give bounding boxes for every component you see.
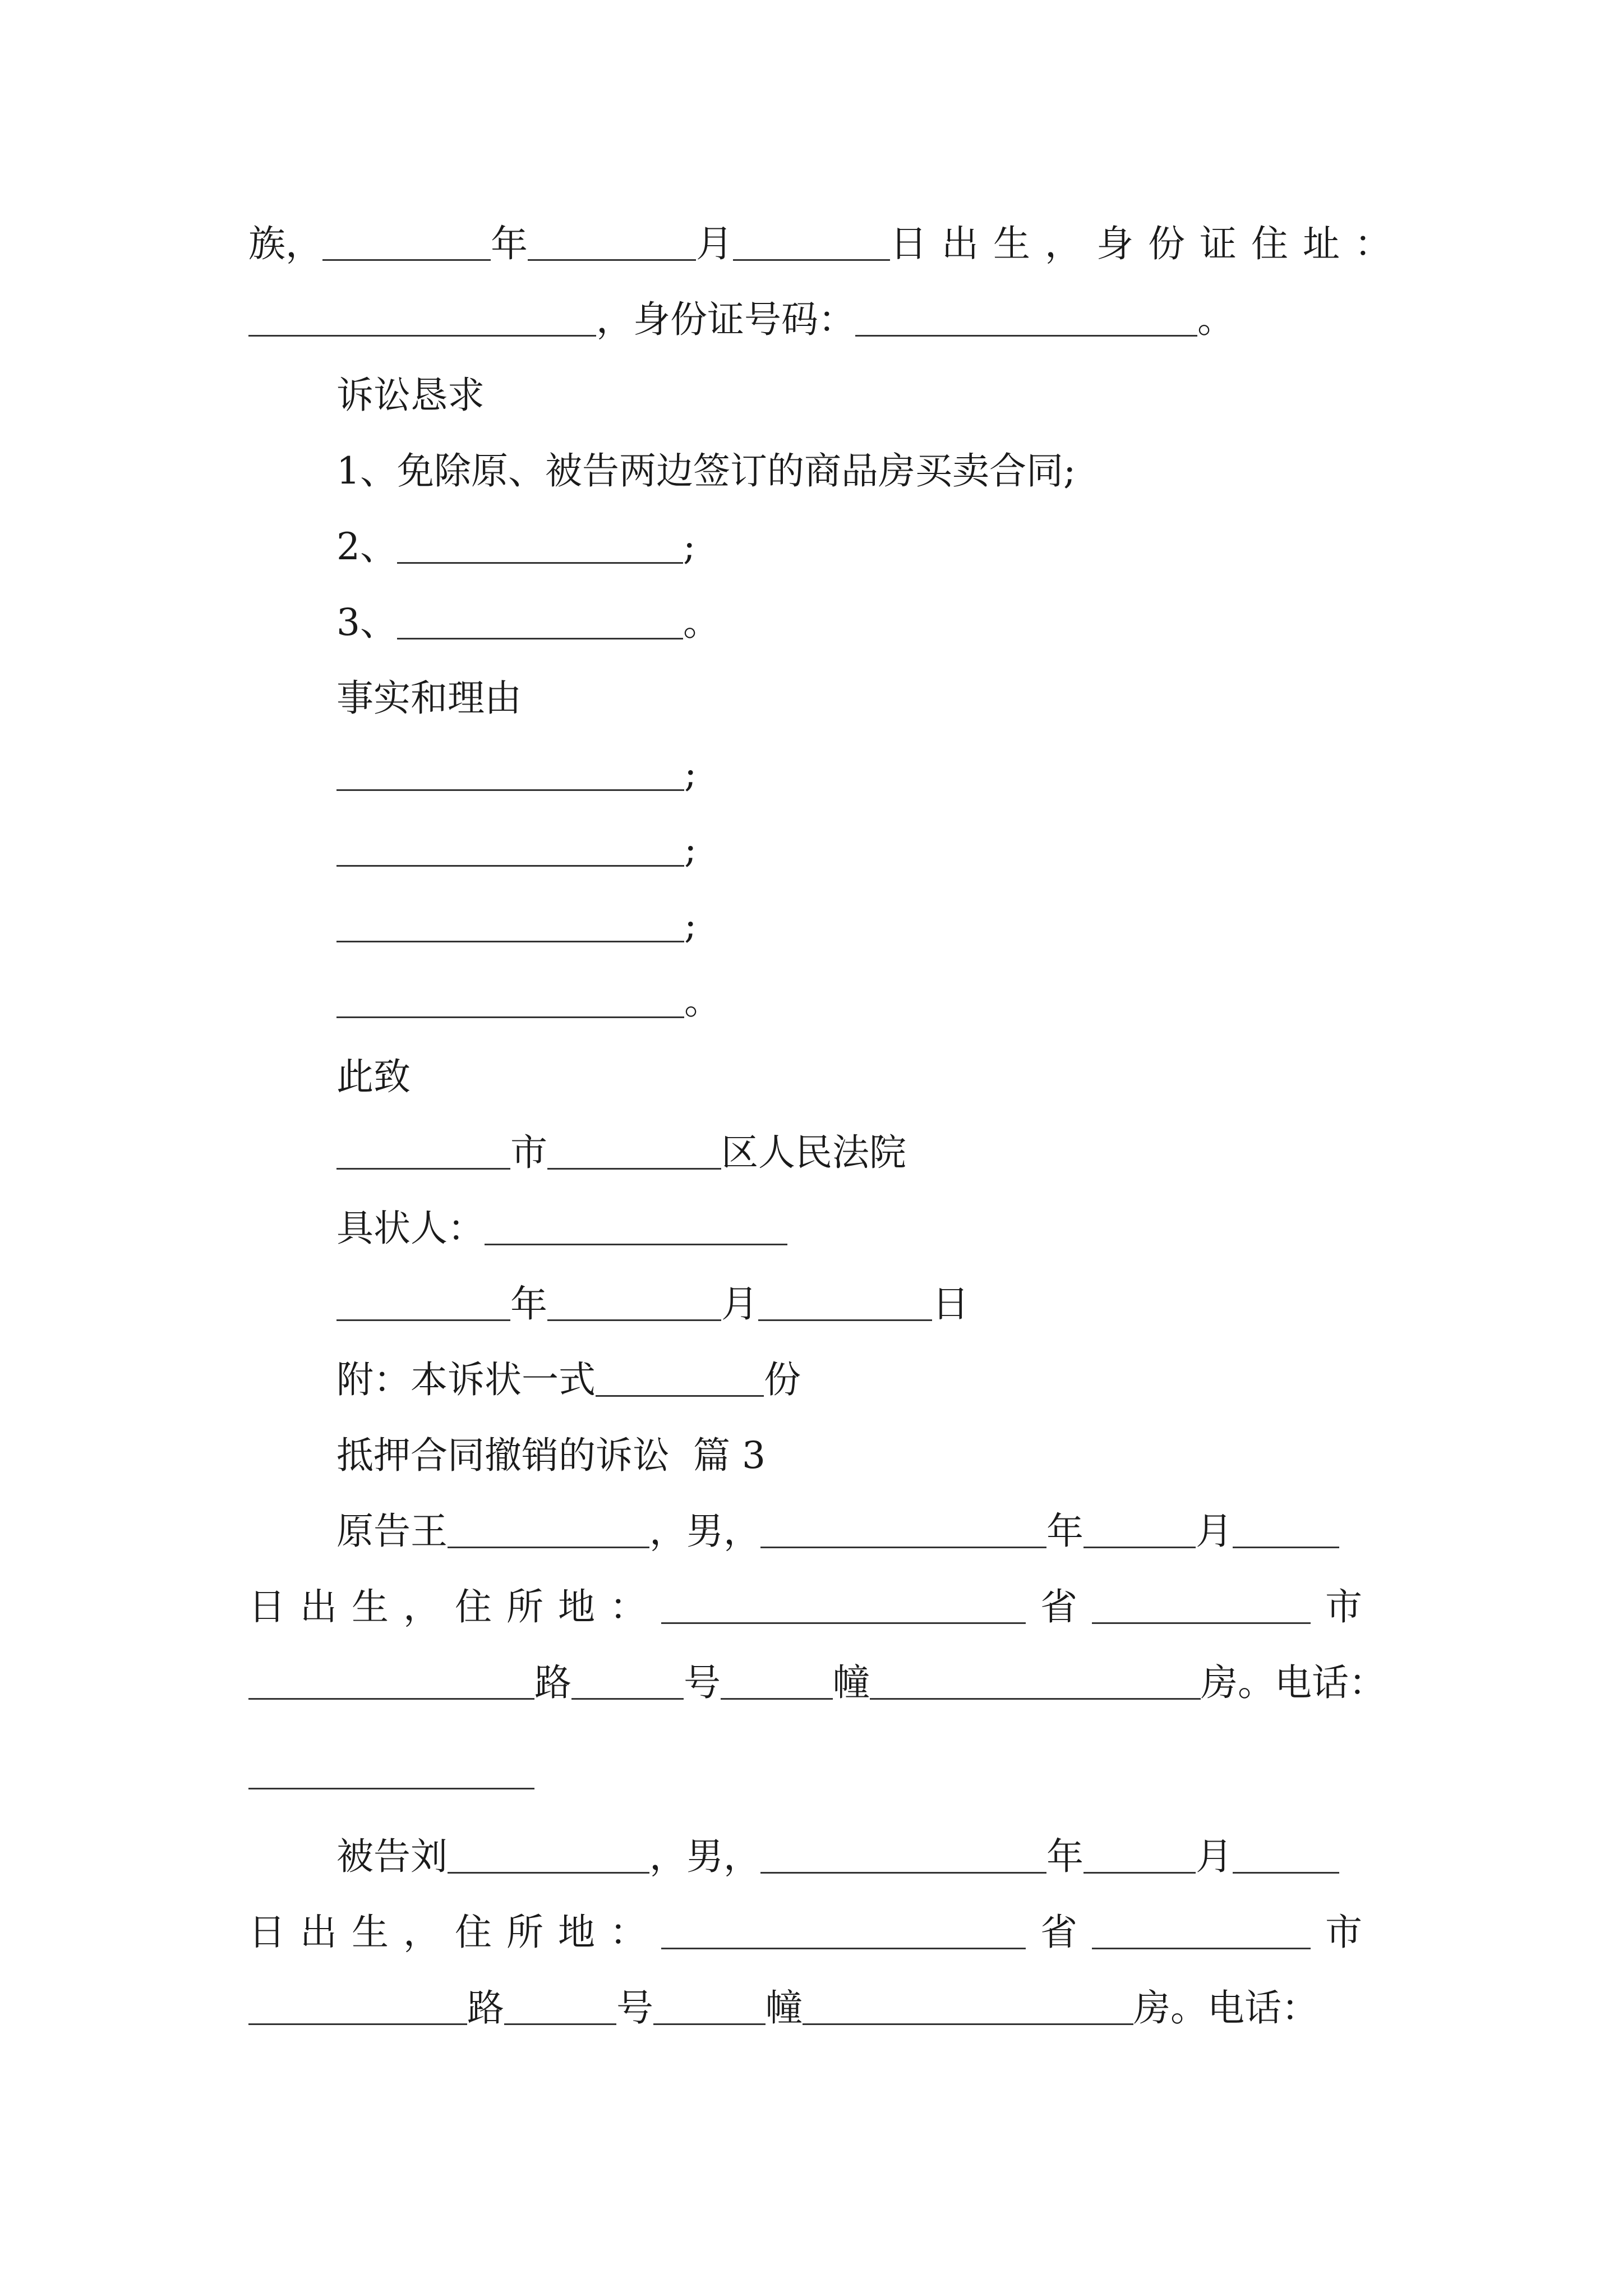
blank-plaintiff-address[interactable] <box>661 1589 1026 1624</box>
fact-line-2-end: ; <box>684 828 697 871</box>
blank-fact-4[interactable] <box>336 983 684 1018</box>
text-plaintiff: 原告王 <box>336 1510 448 1553</box>
claim-item-2-number: 2、 <box>336 525 397 568</box>
blank-plaintiff-province[interactable] <box>1092 1589 1311 1624</box>
text-defendant: 被告刘 <box>336 1835 448 1878</box>
section-title <box>0 1428 1623 1484</box>
plaintiff-birth-line <box>0 216 1623 272</box>
blank-defendant-road[interactable] <box>248 1990 467 2025</box>
blank-district[interactable] <box>547 1134 721 1170</box>
text-defendant-residence: 日出生，住所地： <box>248 1911 661 1954</box>
blank-id-address[interactable] <box>248 301 596 337</box>
text-city: 市 <box>510 1131 547 1174</box>
fact-line-4 <box>0 973 1623 1029</box>
fact-line-3 <box>0 898 1623 954</box>
blank-fact-1[interactable] <box>336 756 684 791</box>
fact-line-2 <box>0 822 1623 878</box>
court-line <box>0 1125 1623 1181</box>
text-court: 区人民法院 <box>721 1131 906 1174</box>
claim-item-2 <box>0 519 1623 575</box>
blank-defendant-year[interactable] <box>760 1838 1046 1874</box>
text-date-month: 月 <box>721 1282 758 1326</box>
claim-item-1-text: 1、免除原、被告两边签订的商品房买卖合同; <box>336 449 1076 493</box>
blank-plaintiff-name[interactable] <box>448 1513 649 1548</box>
blank-defendant-address[interactable] <box>661 1914 1026 1949</box>
text-plaintiff-month: 月 <box>1196 1510 1233 1553</box>
facts-heading <box>0 670 1623 726</box>
text-date-day: 日 <box>932 1282 969 1326</box>
text-year: 年 <box>491 222 528 265</box>
text-plaintiff-province: 省 <box>1040 1585 1077 1628</box>
blank-copies[interactable] <box>596 1361 764 1397</box>
fact-line-4-end: 。 <box>684 979 721 1023</box>
petitioner-line <box>0 1200 1623 1257</box>
section-title-text: 抵押合同撤销的诉讼 篇 3 <box>336 1434 766 1477</box>
blank-fact-2[interactable] <box>336 831 684 867</box>
text-plaintiff-phone: 房。电话： <box>1201 1661 1386 1704</box>
text-plaintiff-road: 路 <box>534 1661 571 1704</box>
blank-plaintiff-year[interactable] <box>760 1513 1046 1548</box>
blank-date-year[interactable] <box>336 1286 510 1321</box>
text-petitioner-label: 具状人： <box>336 1207 485 1250</box>
text-date-year: 年 <box>510 1282 547 1326</box>
blank-day[interactable] <box>733 226 890 261</box>
blank-defendant-room[interactable] <box>803 1990 1133 2025</box>
fact-line-1-end: ; <box>684 752 697 795</box>
salutation-text: 此致 <box>336 1055 411 1098</box>
defendant-street-line <box>0 1980 1623 2036</box>
blank-defendant-day[interactable] <box>1233 1838 1339 1874</box>
text-id-number-label: ，身份证号码： <box>596 298 855 341</box>
text-defendant-road: 路 <box>467 1986 504 2030</box>
fact-line-3-end: ; <box>684 904 697 947</box>
blank-claim-2[interactable] <box>397 528 683 564</box>
text-defendant-building: 幢 <box>766 1986 803 2030</box>
blank-id-number[interactable] <box>855 301 1197 337</box>
blank-defendant-building[interactable] <box>653 1990 766 2025</box>
defendant-line <box>0 1829 1623 1885</box>
blank-plaintiff-day[interactable] <box>1233 1513 1339 1548</box>
text-plaintiff-city: 市 <box>1325 1585 1362 1628</box>
blank-claim-3[interactable] <box>397 604 683 639</box>
text-defendant-phone: 房。电话： <box>1133 1986 1318 2030</box>
claim-item-3 <box>0 595 1623 651</box>
blank-defendant-province[interactable] <box>1092 1914 1311 1949</box>
blank-year[interactable] <box>322 226 491 261</box>
claim-item-2-end: ; <box>683 525 696 568</box>
text-plaintiff-gender: ，男， <box>649 1510 760 1553</box>
defendant-address-line <box>0 1904 1623 1961</box>
text-plaintiff-building: 幢 <box>833 1661 870 1704</box>
text-defendant-gender: ，男， <box>649 1835 760 1878</box>
claims-heading-text: 诉讼恳求 <box>336 374 485 417</box>
blank-defendant-name[interactable] <box>448 1838 649 1874</box>
blank-defendant-month[interactable] <box>1083 1838 1196 1874</box>
claim-item-1 <box>0 443 1623 499</box>
plaintiff-address-line <box>0 1579 1623 1635</box>
text-plaintiff-number: 号 <box>684 1661 721 1704</box>
claim-item-3-number: 3、 <box>336 601 397 644</box>
text-defendant-year: 年 <box>1046 1835 1083 1878</box>
blank-plaintiff-road[interactable] <box>248 1664 534 1700</box>
text-id-address-label: 日出生，身份证住址： <box>890 222 1406 265</box>
blank-plaintiff-number[interactable] <box>571 1664 684 1700</box>
date-line <box>0 1276 1623 1332</box>
blank-plaintiff-month[interactable] <box>1083 1513 1196 1548</box>
text-month: 月 <box>696 222 733 265</box>
blank-plaintiff-phone[interactable] <box>248 1754 534 1789</box>
plaintiff-street-line <box>0 1655 1623 1711</box>
blank-plaintiff-building[interactable] <box>721 1664 833 1700</box>
claims-heading <box>0 367 1623 424</box>
claim-item-3-end: 。 <box>683 601 720 644</box>
blank-plaintiff-room[interactable] <box>870 1664 1201 1700</box>
text-defendant-city: 市 <box>1325 1911 1362 1954</box>
text-period: 。 <box>1197 298 1234 341</box>
fact-line-1 <box>0 746 1623 802</box>
text-plaintiff-residence: 日出生，住所地： <box>248 1585 661 1628</box>
blank-month[interactable] <box>528 226 696 261</box>
blank-city[interactable] <box>336 1134 510 1170</box>
facts-heading-text: 事实和理由 <box>336 677 522 720</box>
text-plaintiff-year: 年 <box>1046 1510 1083 1553</box>
text-defendant-month: 月 <box>1196 1835 1233 1878</box>
attachment-line <box>0 1352 1623 1408</box>
text-attachment: 附：本诉状一式 <box>336 1358 596 1401</box>
text-ethnicity: 族， <box>248 222 322 265</box>
text-defendant-province: 省 <box>1040 1911 1077 1954</box>
blank-fact-3[interactable] <box>336 907 684 942</box>
plaintiff-phone-line <box>0 1745 1623 1801</box>
plaintiff-line <box>0 1503 1623 1559</box>
text-defendant-number: 号 <box>616 1986 653 2030</box>
blank-date-day[interactable] <box>758 1286 932 1321</box>
salutation <box>0 1049 1623 1105</box>
id-number-line <box>0 292 1623 348</box>
blank-petitioner[interactable] <box>485 1210 787 1245</box>
blank-defendant-number[interactable] <box>504 1990 616 2025</box>
text-copies: 份 <box>764 1358 801 1401</box>
blank-date-month[interactable] <box>547 1286 721 1321</box>
